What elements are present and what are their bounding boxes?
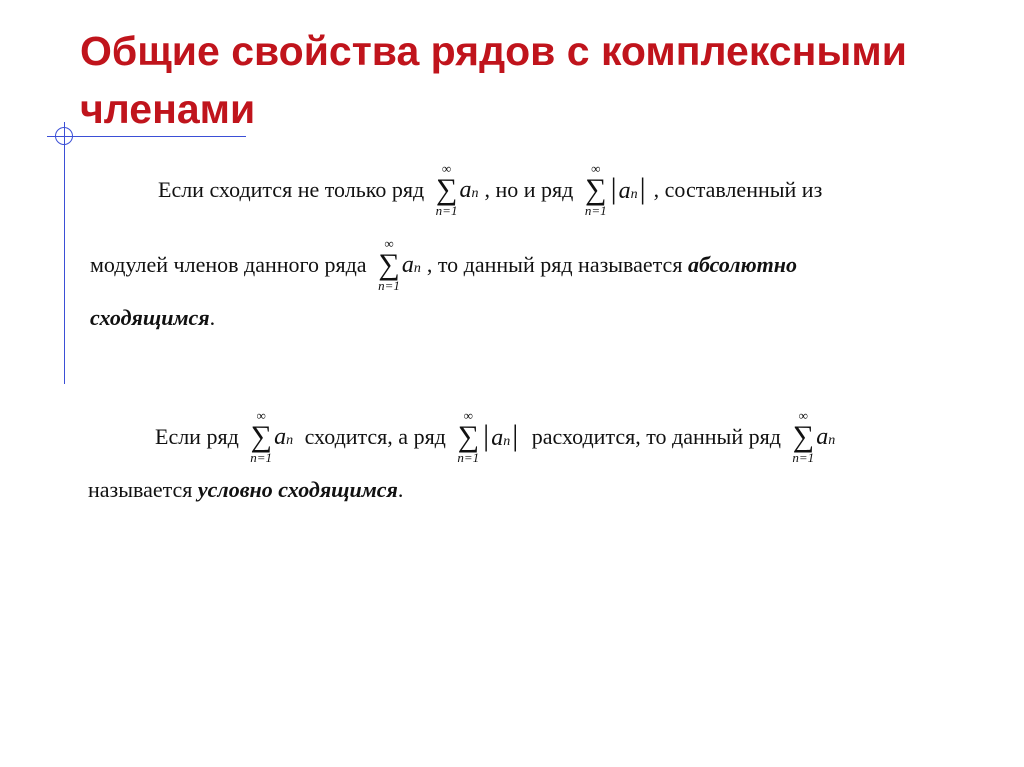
sum-symbol: ∞ ∑ n=1 <box>378 236 400 293</box>
emphasis-term: абсолютно <box>687 252 797 277</box>
crosshair-circle-icon <box>55 127 73 145</box>
series-term: a n <box>816 423 836 450</box>
emphasis-term: условно сходящимся <box>197 477 398 502</box>
series-term: a n <box>459 176 479 203</box>
series-term: a n <box>401 251 421 278</box>
crosshair-horizontal-line <box>47 136 246 137</box>
sum-symbol: ∞ ∑ n=1 <box>457 408 480 465</box>
emphasis-term: сходящимся <box>90 305 210 330</box>
sum-symbol: ∞ ∑ n=1 <box>584 161 607 218</box>
para1-line2: модулей членов данного ряда ∞ ∑ n=1 a n , то данный ряд называется абсолютно <box>90 236 797 293</box>
sum-symbol: ∞ ∑ n=1 <box>435 161 458 218</box>
crosshair-vertical-line <box>64 122 65 384</box>
series-term: a n <box>274 423 294 450</box>
sum-symbol: ∞ ∑ n=1 <box>792 408 815 465</box>
abs-series-term: | a n | <box>610 172 646 205</box>
abs-series-term: | a n | <box>483 419 519 452</box>
para1-line3: сходящимся . <box>90 305 216 330</box>
sum-symbol: ∞ ∑ n=1 <box>250 408 273 465</box>
para2-line2: называется условно сходящимся . <box>88 477 404 502</box>
slide-title: Общие свойства рядов с комплексными членами <box>80 28 907 132</box>
para1-line1: Если сходится не только ряд ∞ ∑ n=1 a n , но и ряд ∞ ∑ n=1 | a n | , составленный из <box>158 161 823 218</box>
para2-line1: Если ряд ∞ ∑ n=1 a n сходится, а ряд ∞ ∑ n=1 | a n | расходится, то данный ряд ∞ ∑ n=1 a n <box>155 408 836 465</box>
